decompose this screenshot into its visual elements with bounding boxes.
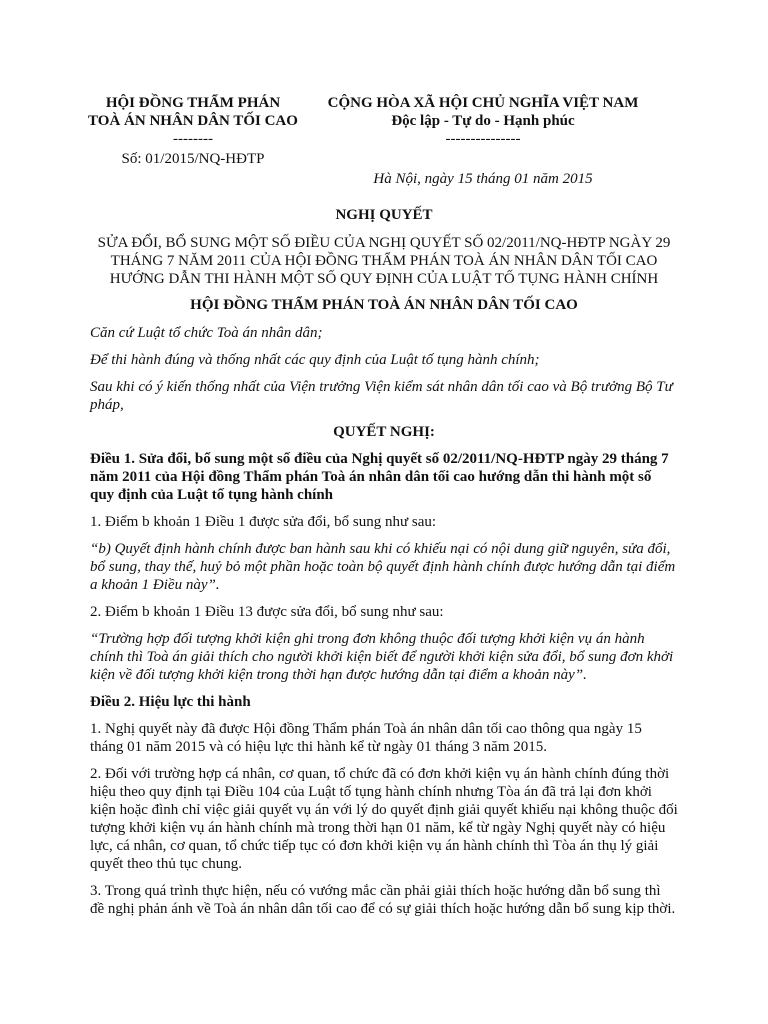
article-2-heading: Điều 2. Hiệu lực thi hành (90, 694, 251, 710)
country-name: CỘNG HÒA XÃ HỘI CHỦ NGHĨA VIỆT NAM (327, 95, 639, 111)
legal-basis-1: Căn cứ Luật tổ chức Toà án nhân dân; (90, 325, 323, 341)
document-header (88, 94, 668, 188)
national-motto: Độc lập - Tự do - Hạnh phúc (391, 113, 575, 129)
article-1-item-2: 2. Điểm b khoản 1 Điều 13 được sửa đổi, bổ sung như sau: (90, 604, 444, 620)
issuing-authority-name: HỘI ĐỒNG THẨM PHÁN TOÀ ÁN NHÂN DÂN TỐI CAO (88, 95, 298, 129)
document-title: NGHỊ QUYẾT (335, 207, 433, 223)
article-1-heading: Điều 1. Sửa đổi, bổ sung một số điều của Nghị quyết số 02/2011/NQ-HĐTP ngày 29 tháng 7 năm 2011 của Hội đồng Thẩm phán Toà án nhân dân tối cao hướng dẫn thi hành một số quy định của Luật tố tụng hành chính (90, 451, 669, 503)
document-subtitle: SỬA ĐỔI, BỔ SUNG MỘT SỐ ĐIỀU CỦA NGHỊ QUYẾT SỐ 02/2011/NQ-HĐTP NGÀY 29 THÁNG 7 NĂM 2011 CỦA HỘI ĐỒNG THẨM PHÁN TOÀ ÁN NHÂN DÂN TỐI CAO HƯỚNG DẪN THI HÀNH MỘT SỐ QUY ĐỊNH CỦA LUẬT TỐ TỤNG HÀNH CHÍNH (97, 235, 671, 287)
document-number: Số: 01/2015/NQ-HĐTP (121, 151, 265, 167)
council-heading: HỘI ĐỒNG THẨM PHÁN TOÀ ÁN NHÂN DÂN TỐI CAO (190, 297, 578, 313)
national-title-block (298, 94, 668, 188)
article-1-quote-2: “Trường hợp đối tượng khởi kiện ghi trong đơn không thuộc đối tượng khởi kiện vụ án hành chính thì Toà án giải thích cho người khởi kiện biết để người khởi kiện sửa đổi, bổ sung đơn khởi kiện về đối tượng khởi kiện trong thời hạn được hướng dẫn tại điểm a khoản này”. (90, 631, 674, 683)
legal-basis-3: Sau khi có ý kiến thống nhất của Viện trưởng Viện kiểm sát nhân dân tối cao và Bộ trưởng Bộ Tư pháp, (90, 379, 673, 413)
motto-divider: --------------- (445, 131, 521, 147)
article-1-item-1: 1. Điểm b khoản 1 Điều 1 được sửa đổi, bổ sung như sau: (90, 514, 437, 530)
issuing-authority-block (88, 94, 298, 188)
document-body (90, 206, 678, 927)
article-2-item-2: 2. Đối với trường hợp cá nhân, cơ quan, tổ chức đã có đơn khởi kiện vụ án hành chính đúng thời hiệu theo quy định tại Điều 104 của Luật tố tụng hành chính nhưng Tòa án đã trả lại đơn khởi kiện hoặc đình chỉ việc giải quyết vụ án với lý do quyết định giải quyết khiếu nại không thuộc đối tượng khởi kiện vụ án hành chính mà trong thời hạn 01 năm, kể từ ngày Nghị quyết này có hiệu lực, cá nhân, cơ quan, tổ chức tiếp tục có đơn khởi kiện vụ án hành chính thì Tòa án thụ lý giải quyết theo thủ tục chung. (90, 766, 678, 872)
legal-basis-2: Để thi hành đúng và thống nhất các quy định của Luật tố tụng hành chính; (90, 352, 540, 368)
issue-date: Hà Nội, ngày 15 tháng 01 năm 2015 (373, 171, 593, 187)
article-2-item-1: 1. Nghị quyết này đã được Hội đồng Thẩm phán Toà án nhân dân tối cao thông qua ngày 15 tháng 01 năm 2015 và có hiệu lực thi hành kể từ ngày 01 tháng 3 năm 2015. (90, 721, 642, 755)
authority-divider: -------- (173, 131, 213, 147)
article-2-item-3: 3. Trong quá trình thực hiện, nếu có vướng mắc cần phải giải thích hoặc hướng dẫn bổ sung thì đề nghị phản ánh về Toà án nhân dân tối cao để có sự giải thích hoặc hướng dẫn bổ sung kịp thời. (90, 883, 676, 917)
resolves-heading: QUYẾT NGHỊ: (333, 424, 435, 440)
article-1-quote-1: “b) Quyết định hành chính được ban hành sau khi có khiếu nại có nội dung giữ nguyên, sửa đổi, bổ sung, thay thế, huỷ bỏ một phần hoặc toàn bộ quyết định hành chính được hướng dẫn tại điểm a khoản 1 Điều này”. (90, 541, 676, 593)
